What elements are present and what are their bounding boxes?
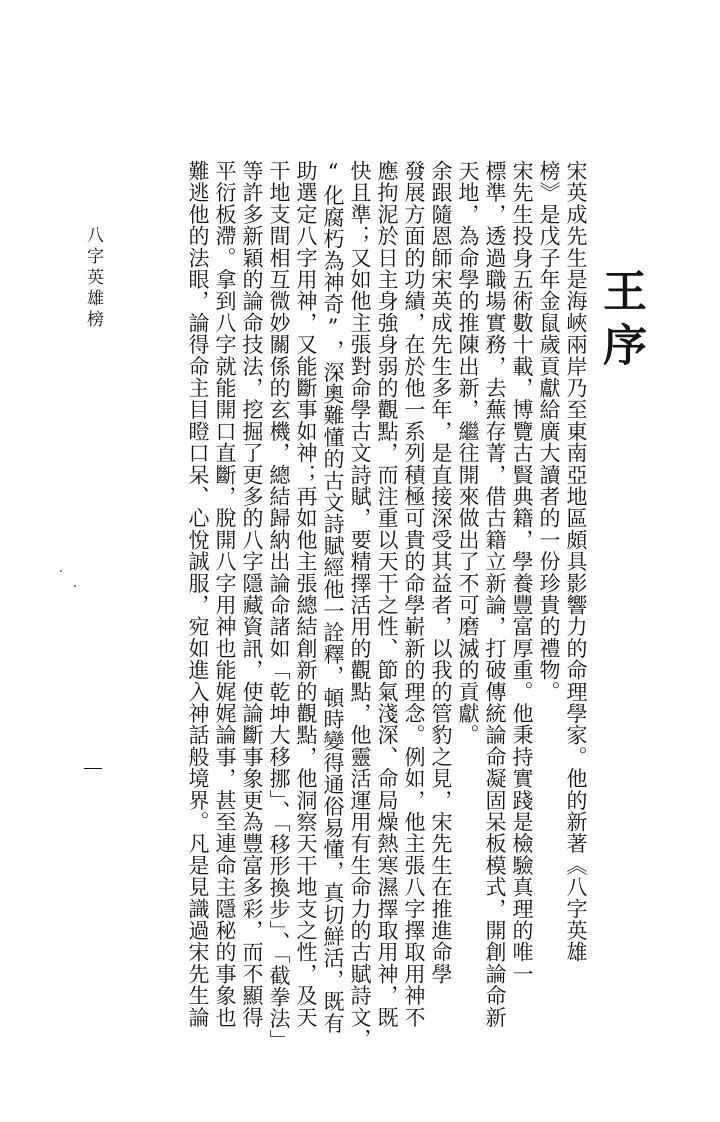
text-column: 助選定八字用神，又能斷事如神；再如他主張總結創新的觀點，他洞察天干地支之性，及天: [294, 160, 318, 1028]
text-column: 應拘泥於日主身強身弱的觀點，而注重以天干之性、節氣淺深、命局燥熱寒濕擇取用神，既: [375, 160, 399, 1028]
text-column: 宋先生投身五術數十載，博覽古賢典籍，學養豐富厚重。他秉持實踐是檢驗真理的唯一: [510, 160, 534, 985]
text-column: 等許多新穎的論命技法，挖掘了更多的八字隱藏資訊，使論斷事象更為豐富多彩，而不顯得: [240, 160, 264, 1028]
running-header: 八字英雄榜: [83, 226, 103, 331]
text-column: 宋英成先生是海峽兩岸乃至東南亞地區頗具影響力的命理學家。他的新著《八字英雄: [564, 160, 588, 963]
page-number: [84, 768, 102, 769]
text-column: 平衍板滯。拿到八字就能開口直斷，脫開八字用神也能娓娓論事，甚至連命主隱秘的事象也: [213, 160, 237, 1028]
text-column: 余跟隨恩師宋英成先生多年，是直接深受其益者，以我的管豹之見，宋先生在推進命學: [429, 160, 453, 985]
scan-speck: [60, 570, 62, 572]
text-column: 快且準；又如他主張對命學古文詩賦，要精擇活用的觀點，他靈活運用有生命力的古賦詩文，: [348, 160, 372, 1050]
text-column: 天地，為命學的推陳出新，繼往開來做出了不可磨滅的貢獻。: [456, 160, 480, 746]
text-column: 標準，透過職場實務，去蕪存菁，借古籍立新論，打破傳統論命凝固呆板模式，開創論命新: [483, 160, 507, 1028]
preface-title: 王序: [595, 268, 646, 376]
scan-speck: [74, 585, 76, 587]
text-column: 榜》是戊子年金鼠歲貢獻給廣大讀者的一份珍貴的禮物。: [537, 160, 561, 703]
text-column: 干地支間相互微妙關係的玄機，總結歸納出論命諸如「乾坤大移挪」、「移形換步」、「截拳法」: [267, 160, 291, 1052]
text-column: 發展方面的功績，在於他一系列積極可貴的命學嶄新的理念。例如，他主張八字擇取用神不: [402, 160, 426, 1028]
text-column: 難逃他的法眼，論得命主目瞪口呆、心悅誠服，宛如進入神話般境界。凡是見識過宋先生論: [186, 160, 210, 1028]
text-column: “化腐朽為神奇”，深奧難懂的古文詩賦經他一詮釋，頓時變得通俗易懂，真切鮮活，既有: [321, 160, 345, 1034]
